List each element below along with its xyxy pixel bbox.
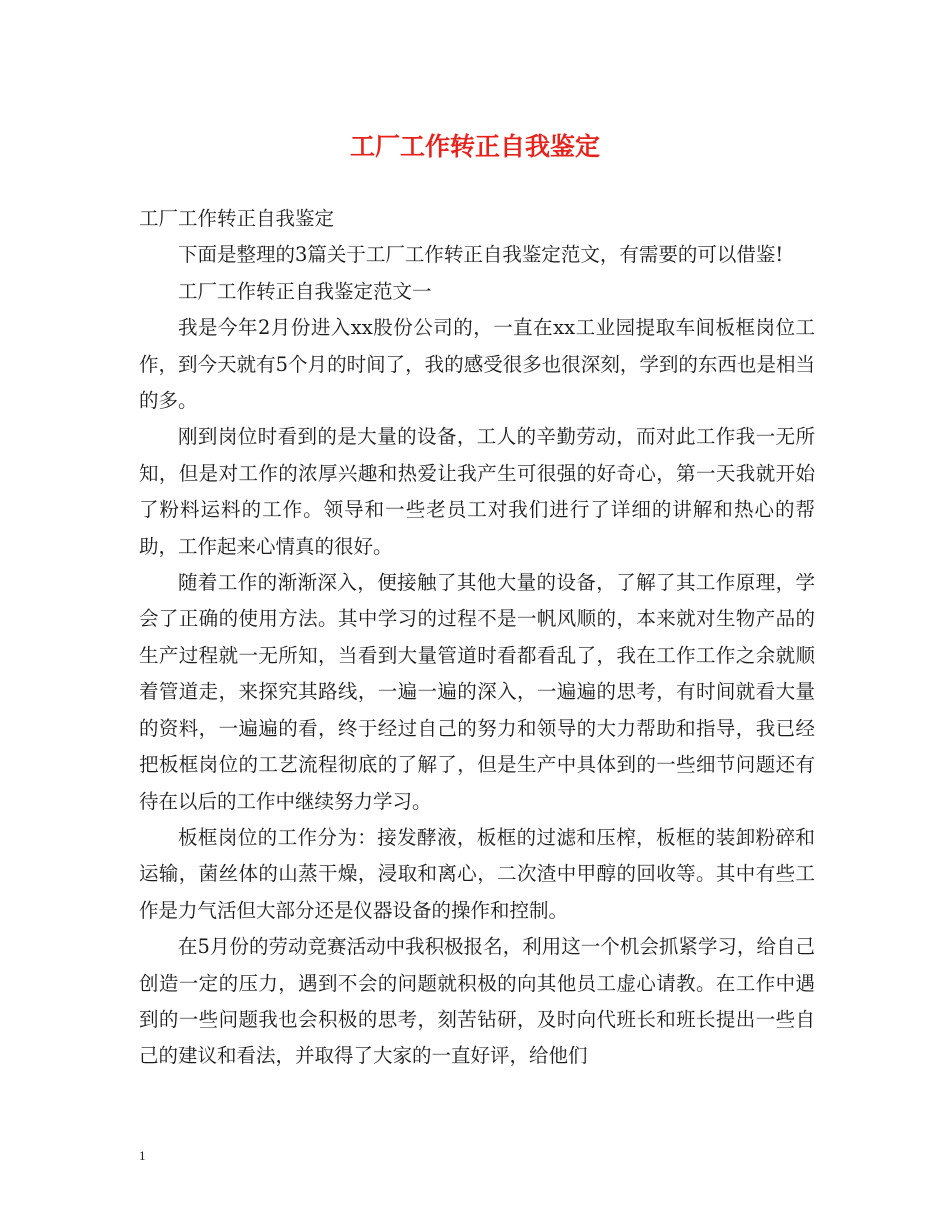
section-heading: 工厂工作转正自我鉴定范文一 [178,279,432,303]
body-paragraph: 板框岗位的工作分为：接发酵液，板框的过滤和压榨，板框的装卸粉碎和运输，菌丝体的山蒸干燥，浸取和离心，二次渣中甲醇的回收等。其中有些工作是力气活但大部分还是仪器设备的操作和控制。 [139,825,815,922]
body-paragraph: 我是今年2月份进入xx股份公司的，一直在xx工业园提取车间板框岗位工作，到今天就有5个月的时间了，我的感受很多也很深刻，学到的东西也是相当的多。 [139,316,815,413]
body-paragraph: 刚到岗位时看到的是大量的设备，工人的辛勤劳动，而对此工作我一无所知，但是对工作的浓厚兴趣和热爱让我产生可很强的好奇心，第一天我就开始了粉料运料的工作。领导和一些老员工对我们进行了详细的讲解和热心的帮助，工作起来心情真的很好。 [139,425,815,558]
document-title: 工厂工作转正自我鉴定 [349,132,600,161]
body-paragraph: 随着工作的渐渐深入，便接触了其他大量的设备，了解了其工作原理，学会了正确的使用方法。其中学习的过程不是一帆风顺的，本来就对生物产品的生产过程就一无所知，当看到大量管道时看都看乱了，我在工作工作之余就顺着管道走，来探究其路线，一遍一遍的深入，一遍遍的思考，有时间就看大量的资料，一遍遍的看，终于经过自己的努力和领导的大力帮助和指导，我已经把板框岗位的工艺流程彻底的了解了，但是生产中具体到的一些细节问题还有待在以后的工作中继续努力学习。 [139,571,815,813]
document-body [139,201,815,1075]
body-paragraph: 下面是整理的3篇关于工厂工作转正自我鉴定范文，有需要的可以借鉴! [178,243,784,267]
body-paragraph-heading: 工厂工作转正自我鉴定 [139,207,335,230]
page-number: 1 [139,1148,146,1163]
body-paragraph: 在5月份的劳动竞赛活动中我积极报名，利用这一个机会抓紧学习，给自己创造一定的压力，遇到不会的问题就积极的向其他员工虚心请教。在工作中遇到的一些问题我也会积极的思考，刻苦钻研，及时向代班长和班长提出一些自己的建议和看法，并取得了大家的一直好评，给他们 [139,935,815,1068]
